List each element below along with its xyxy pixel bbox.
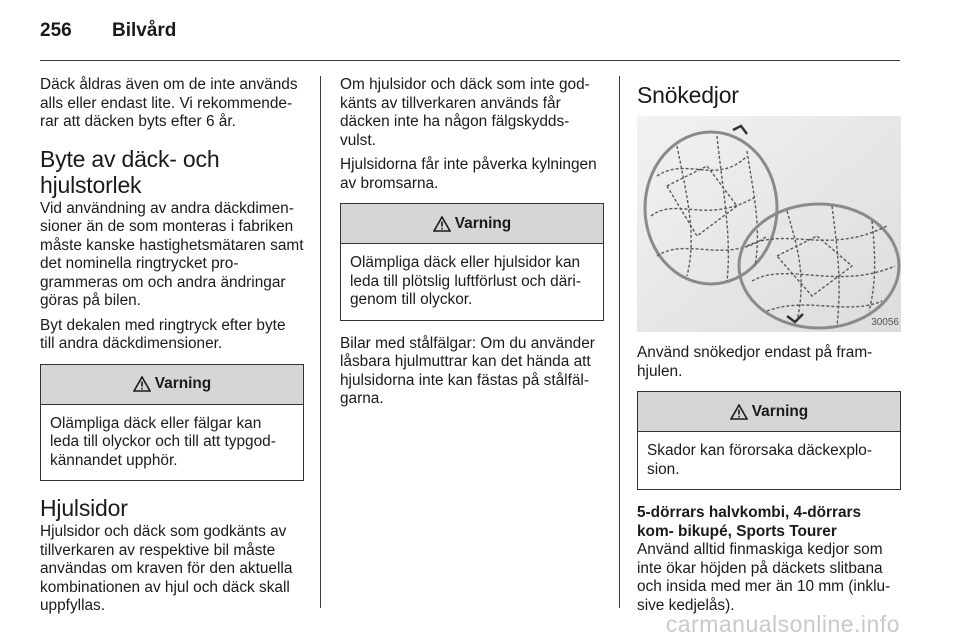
column-3	[637, 76, 901, 621]
column-2	[340, 76, 604, 415]
column-1	[40, 76, 304, 622]
section-title-tire-size: Byte av däck- och hjulstorlek	[40, 145, 220, 198]
page-header	[40, 20, 176, 46]
watermark: carmanualsonline.info	[665, 611, 900, 637]
chapter-title: Bilvård	[112, 20, 177, 41]
figure-code: 30056	[871, 317, 899, 328]
warning-box-2	[340, 203, 604, 321]
wheel-covers-paragraph-2: Om hjulsidor och däck som inte god- känts av tillverkaren används får däcken inte ha någon fälgskydds- vulst.	[340, 76, 590, 149]
column-divider-1	[320, 76, 321, 608]
snow-chains-paragraph-1: Använd snökedjor endast på fram- hjulen.	[637, 344, 873, 380]
page-number: 256	[40, 20, 72, 41]
warning-text: Skador kan förorsaka däckexplo- sion.	[647, 442, 872, 478]
tire-size-paragraph-1: Vid användning av andra däckdimen- sioner än de som monteras i fabriken måste kanske hastighetsmätaren samt det nominella ringtrycket pro- grammeras om och andra ändringar göras på bilen.	[40, 199, 304, 309]
warning-box-1	[40, 364, 304, 482]
warning-text: Olämpliga däck eller fälgar kan leda till olyckor och till att typgod- kännandet upphör.	[50, 414, 276, 469]
wheel-covers-paragraph: Hjulsidor och däck som godkänts av tillverkaren av respektive bil måste användas om kraven för den aktuella kombinationen av hjul och däck skall uppfyllas.	[40, 523, 293, 614]
warning-box-3	[637, 391, 901, 490]
warning-title: Varning	[454, 214, 512, 232]
wheel-covers-paragraph-3: Hjulsidorna får inte påverka kylningen av bromsarna.	[340, 156, 597, 192]
section-title-snow-chains: Snökedjor	[637, 82, 739, 108]
steel-rims-paragraph: Bilar med stålfälgar: Om du använder låsbara hjulmuttrar kan det hända att hjulsidorna inte kan fästas på stålfäl- garna.	[340, 334, 595, 407]
warning-header	[638, 392, 900, 432]
column-divider-2	[619, 76, 620, 608]
warning-header	[341, 204, 603, 244]
tire-size-paragraph-2: Byt dekalen med ringtryck efter byte till andra däckdimensioner.	[40, 316, 286, 352]
intro-paragraph: Däck åldras även om de inte används alls eller endast lite. Vi rekommende- rar att däcken byts efter 6 år.	[40, 76, 298, 130]
snow-chains-paragraph-2: Använd alltid finmaskiga kedjor som inte ökar höjden på däckets slitbana och insida med mer än 10 mm (inklu- sive kedjelås).	[637, 541, 891, 614]
snow-chain-drawing	[637, 116, 901, 332]
warning-title: Varning	[751, 402, 809, 420]
snow-chains-illustration	[637, 116, 901, 332]
warning-header	[41, 365, 303, 405]
warning-triangle-icon	[730, 404, 748, 420]
header-divider	[40, 60, 900, 61]
warning-text: Olämpliga däck eller hjulsidor kan leda till plötslig luftförlust och däri- genom till olyckor.	[350, 254, 581, 308]
warning-title: Varning	[154, 375, 212, 392]
model-subheading: 5-dörrars halvkombi, 4-dörrars kom- bikupé, Sports Tourer	[637, 504, 862, 540]
warning-triangle-icon	[433, 216, 451, 232]
section-title-wheel-covers: Hjulsidor	[40, 495, 128, 521]
warning-triangle-icon	[133, 376, 151, 392]
